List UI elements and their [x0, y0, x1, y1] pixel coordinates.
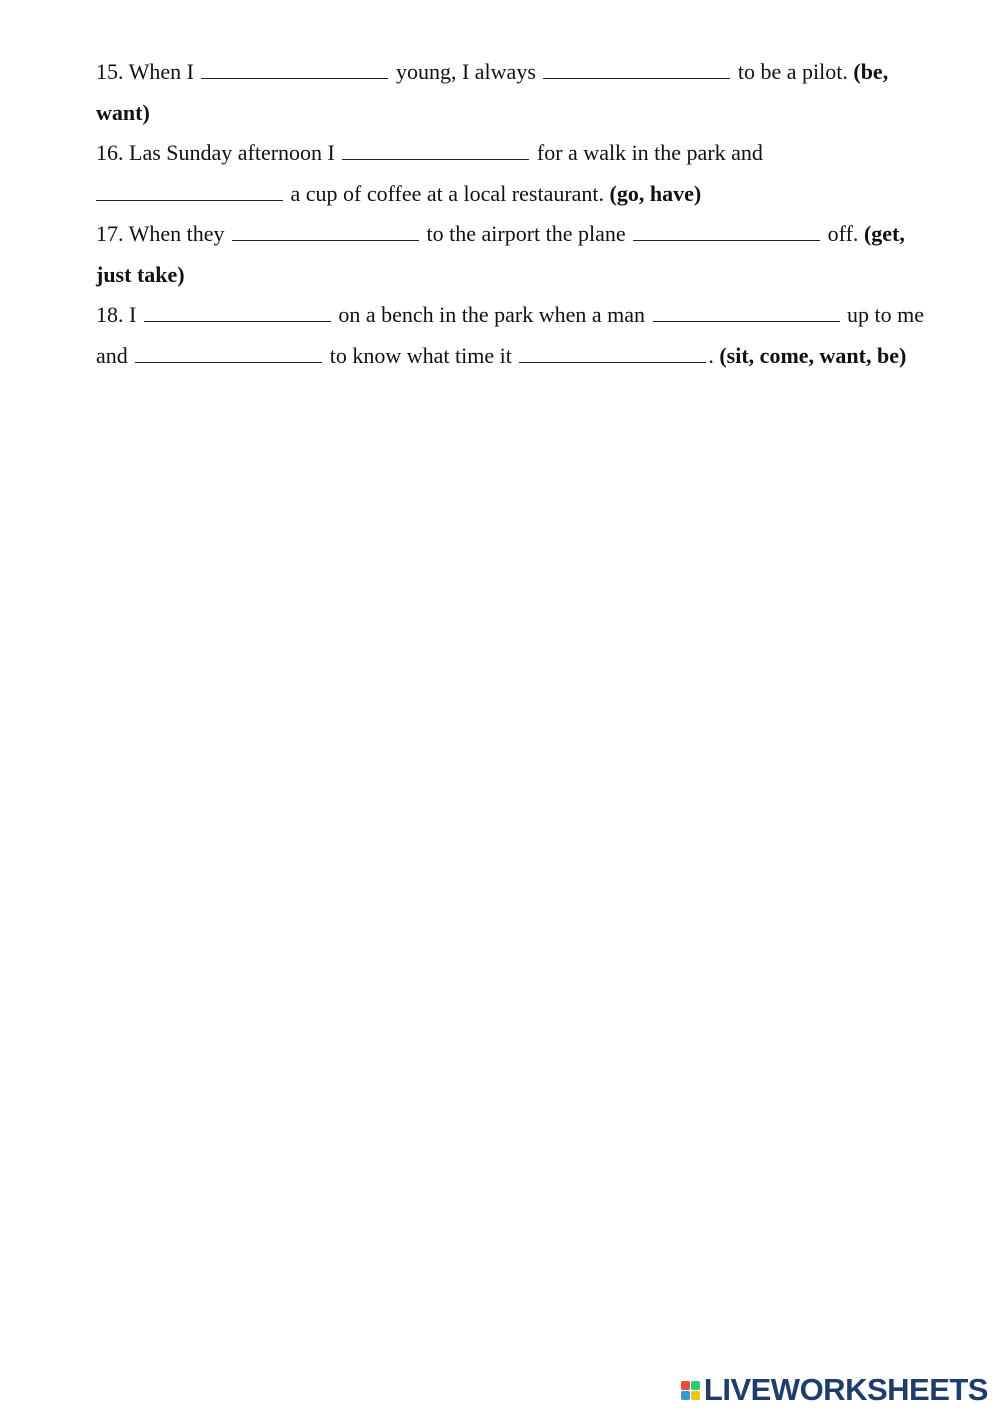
- answer-blank[interactable]: [135, 340, 322, 363]
- logo-mark-icon: [681, 1381, 700, 1400]
- question-number: 17.: [96, 221, 124, 246]
- question-number: 18.: [96, 302, 124, 327]
- question-text: .: [708, 342, 714, 368]
- answer-blank[interactable]: [96, 178, 283, 201]
- logo-square: [681, 1391, 690, 1400]
- question-18: [96, 295, 936, 376]
- question-17: [96, 214, 936, 295]
- verb-hint: (get, just take): [96, 221, 905, 287]
- verb-hint: (be, want): [96, 59, 889, 125]
- question-number: 15.: [96, 59, 124, 84]
- liveworksheets-logo: [681, 1372, 988, 1408]
- question-text: a cup of coffee at a local restaurant.: [290, 180, 605, 206]
- answer-blank[interactable]: [342, 137, 529, 160]
- question-text: to the airport the plane: [426, 221, 626, 246]
- question-16: [96, 133, 936, 214]
- logo-text: LIVEWORKSHEETS: [703, 1372, 988, 1407]
- question-text: young, I always: [395, 59, 536, 84]
- question-text: up to me and: [96, 302, 924, 368]
- answer-blank[interactable]: [201, 56, 388, 79]
- logo-square: [681, 1381, 690, 1390]
- question-text: I: [129, 302, 137, 327]
- question-text: to be a pilot.: [737, 59, 848, 84]
- logo-square: [691, 1391, 700, 1400]
- answer-blank[interactable]: [653, 299, 840, 322]
- question-text: Las Sunday afternoon I: [129, 140, 335, 165]
- question-text: When they: [128, 221, 225, 246]
- question-15: [96, 52, 936, 133]
- answer-blank[interactable]: [633, 218, 820, 241]
- question-text: off.: [827, 221, 859, 246]
- question-number: 16.: [96, 140, 124, 165]
- answer-blank[interactable]: [232, 218, 419, 241]
- question-text: to know what time it: [329, 342, 512, 368]
- answer-blank[interactable]: [519, 340, 706, 363]
- question-text: for a walk in the park and: [536, 140, 763, 165]
- answer-blank[interactable]: [543, 56, 730, 79]
- question-text: on a bench in the park when a man: [338, 302, 645, 327]
- question-text: When I: [128, 59, 194, 84]
- verb-hint: (go, have): [609, 180, 702, 206]
- answer-blank[interactable]: [144, 299, 331, 322]
- verb-hint: (sit, come, want, be): [719, 342, 907, 368]
- logo-square: [691, 1381, 700, 1390]
- worksheet-content: [96, 52, 936, 376]
